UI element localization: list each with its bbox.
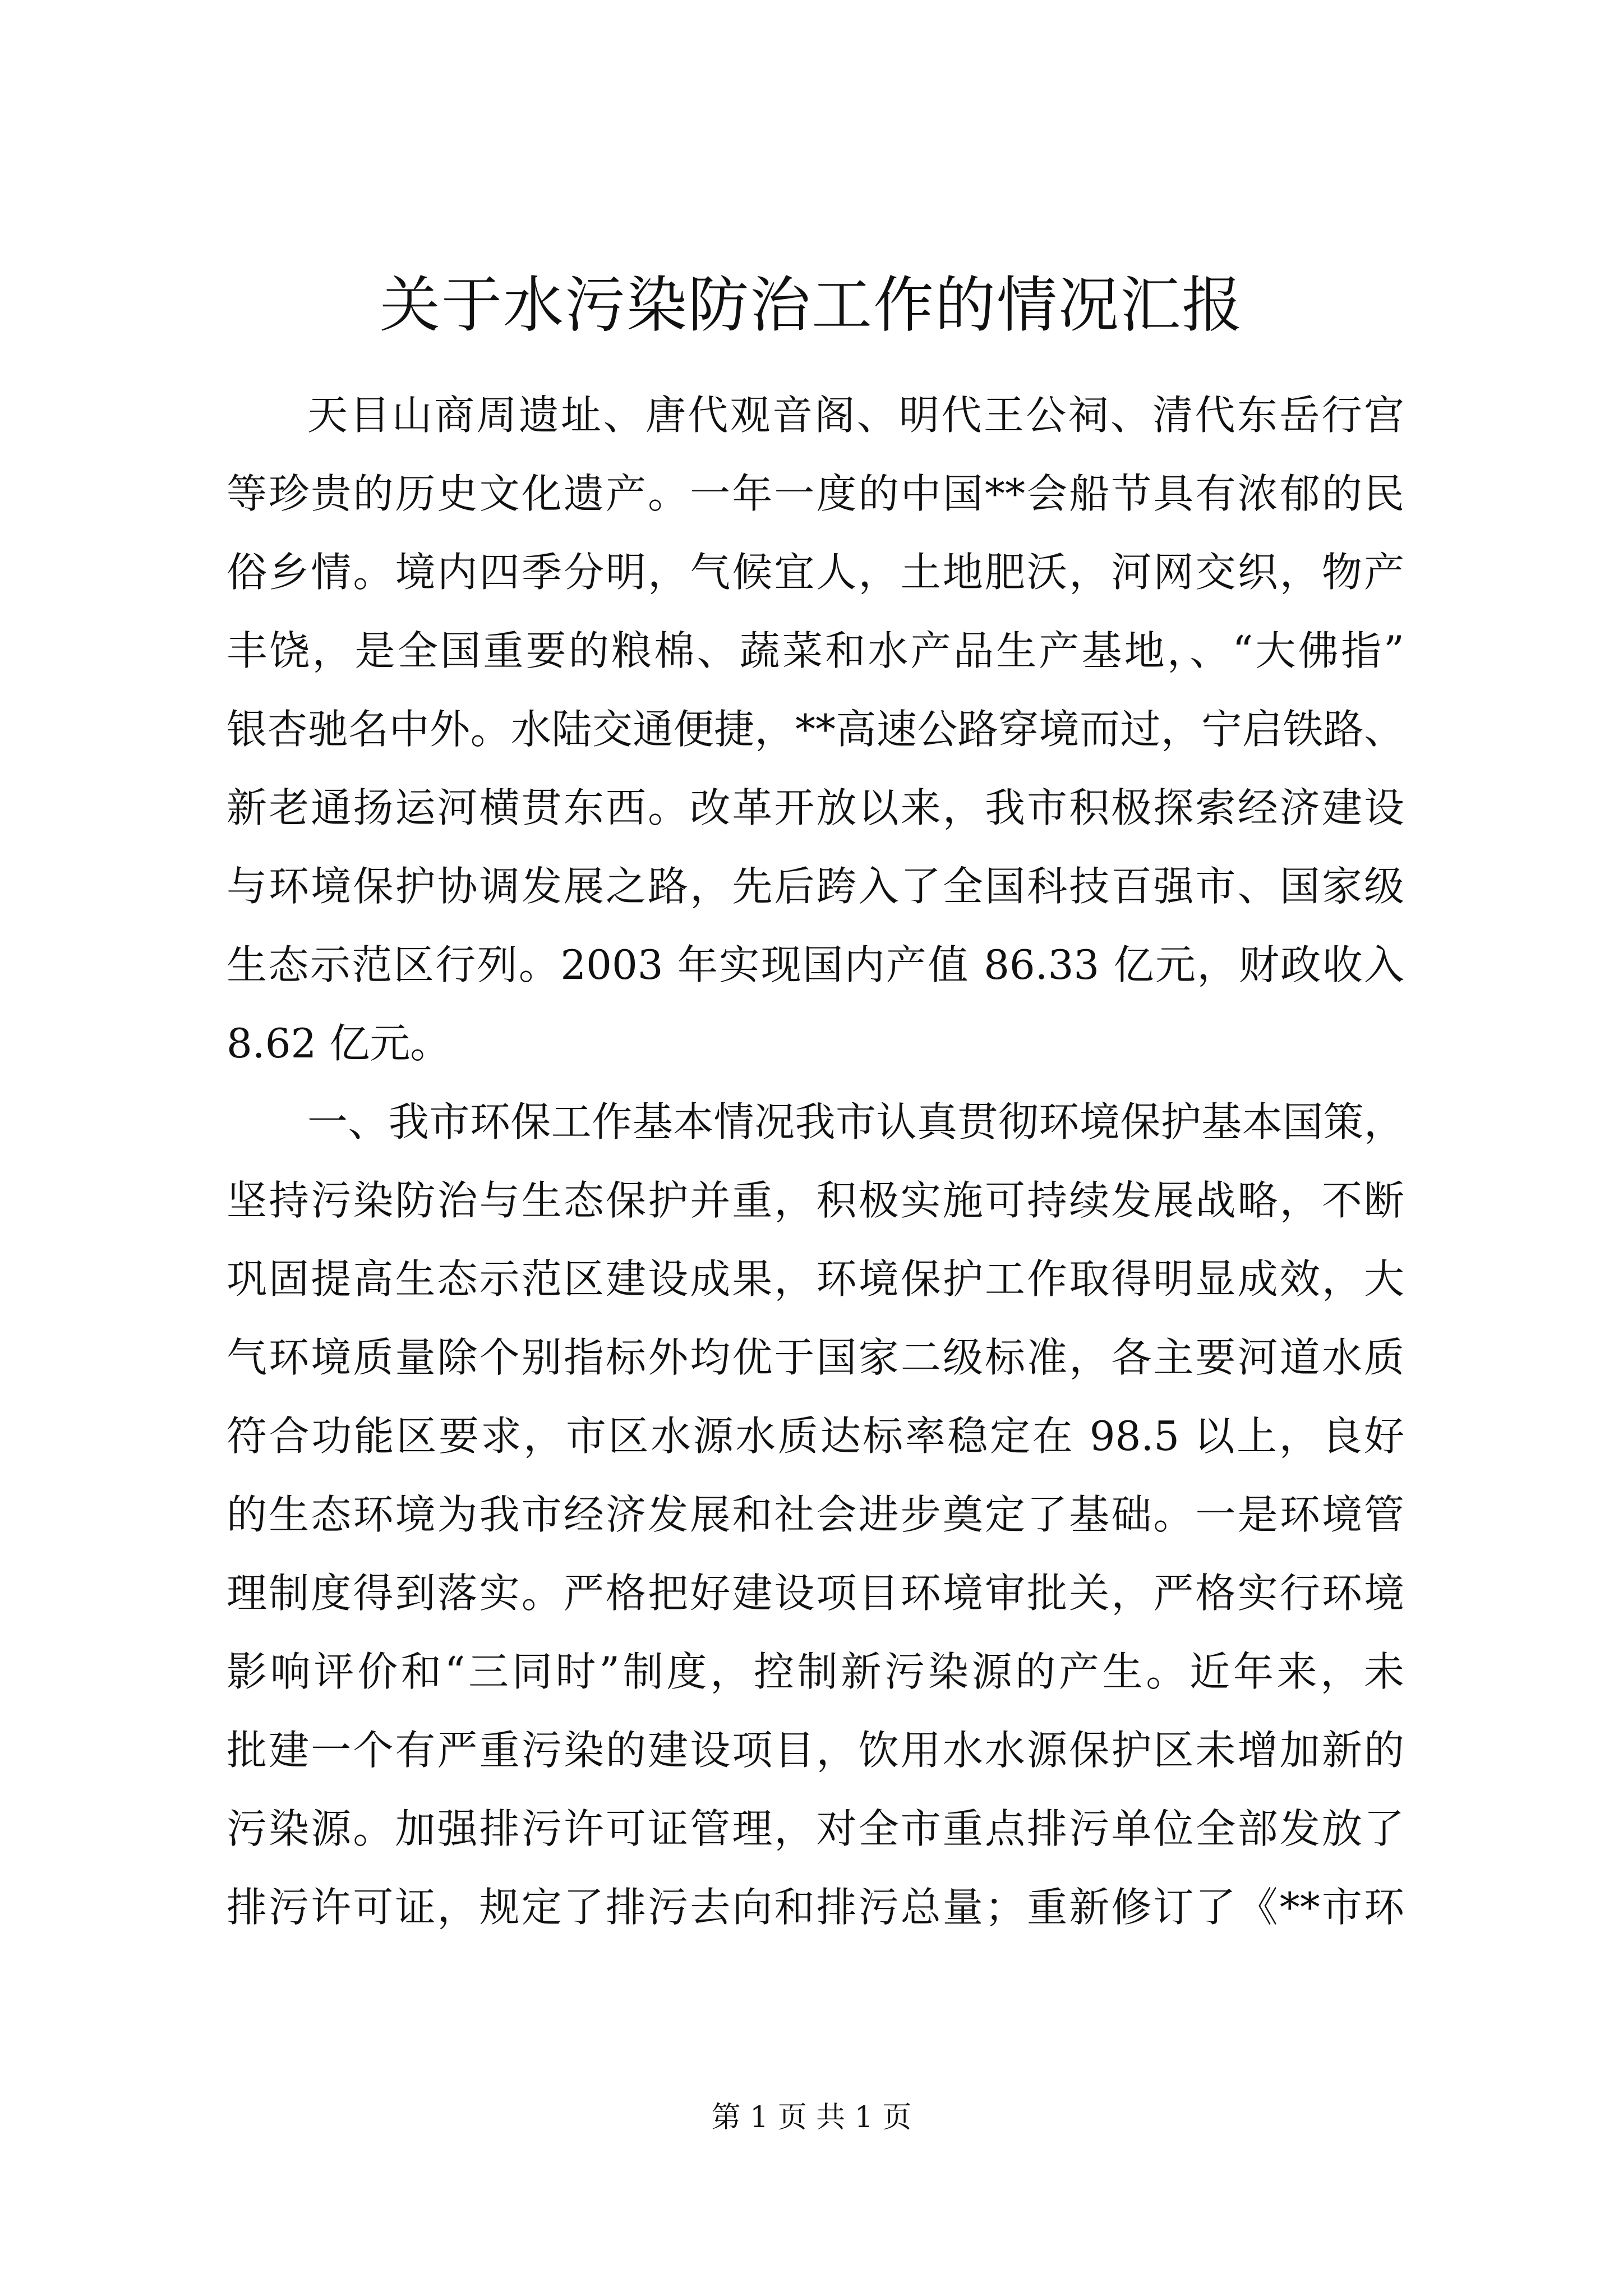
paragraph-2-line: 污染源。加强排污许可证管理，对全市重点排污单位全部发放了 <box>227 1805 1404 1852</box>
paragraph-2-line: 气环境质量除个别指标外均优于国家二级标准，各主要河道水质 <box>227 1334 1404 1381</box>
paragraph-1-line: 银杏驰名中外。水陆交通便捷，**高速公路穿境而过，宁启铁路、 <box>227 706 1404 753</box>
paragraph-2-line: 一、我市环保工作基本情况我市认真贯彻环境保护基本国策， <box>307 1098 1404 1145</box>
paragraph-2-line: 理制度得到落实。严格把好建设项目环境审批关，严格实行环境 <box>227 1570 1404 1617</box>
paragraph-1-line: 生态示范区行列。2003 年实现国内产值 86.33 亿元，财政收入 <box>227 941 1404 988</box>
page-footer: 第 1 页 共 1 页 <box>711 2101 912 2134</box>
paragraph-1-line: 丰饶，是全国重要的粮棉、蔬菜和水产品生产基地，、“大佛指” <box>227 627 1404 674</box>
paragraph-1-line: 俗乡情。境内四季分明，气候宜人，土地肥沃，河网交织，物产 <box>227 549 1404 596</box>
paragraph-1-line: 等珍贵的历史文化遗产。一年一度的中国**会船节具有浓郁的民 <box>227 470 1404 517</box>
document-body <box>227 376 1404 1947</box>
document-title: 关于水污染防治工作的情况汇报 <box>379 270 1243 341</box>
paragraph-2-line: 影响评价和“三同时”制度，控制新污染源的产生。近年来，未 <box>227 1648 1404 1695</box>
paragraph-2-line: 坚持污染防治与生态保护并重，积极实施可持续发展战略，不断 <box>227 1177 1404 1224</box>
paragraph-2-line: 排污许可证，规定了排污去向和排污总量；重新修订了《**市环 <box>227 1884 1404 1931</box>
paragraph-2-line: 批建一个有严重污染的建设项目，饮用水水源保护区未增加新的 <box>227 1727 1404 1774</box>
paragraph-1-line: 新老通扬运河横贯东西。改革开放以来，我市积极探索经济建设 <box>227 784 1404 831</box>
paragraph-2-line: 的生态环境为我市经济发展和社会进步奠定了基础。一是环境管 <box>227 1491 1404 1538</box>
paragraph-2-line: 巩固提高生态示范区建设成果，环境保护工作取得明显成效，大 <box>227 1255 1404 1303</box>
paragraph-1-line: 8.62 亿元。 <box>227 1020 451 1067</box>
paragraph-1-line: 天目山商周遗址、唐代观音阁、明代王公祠、清代东岳行宫 <box>307 392 1404 439</box>
paragraph-1-line: 与环境保护协调发展之路，先后跨入了全国科技百强市、国家级 <box>227 863 1404 910</box>
paragraph-2-line: 符合功能区要求，市区水源水质达标率稳定在 98.5 以上，良好 <box>227 1412 1404 1460</box>
